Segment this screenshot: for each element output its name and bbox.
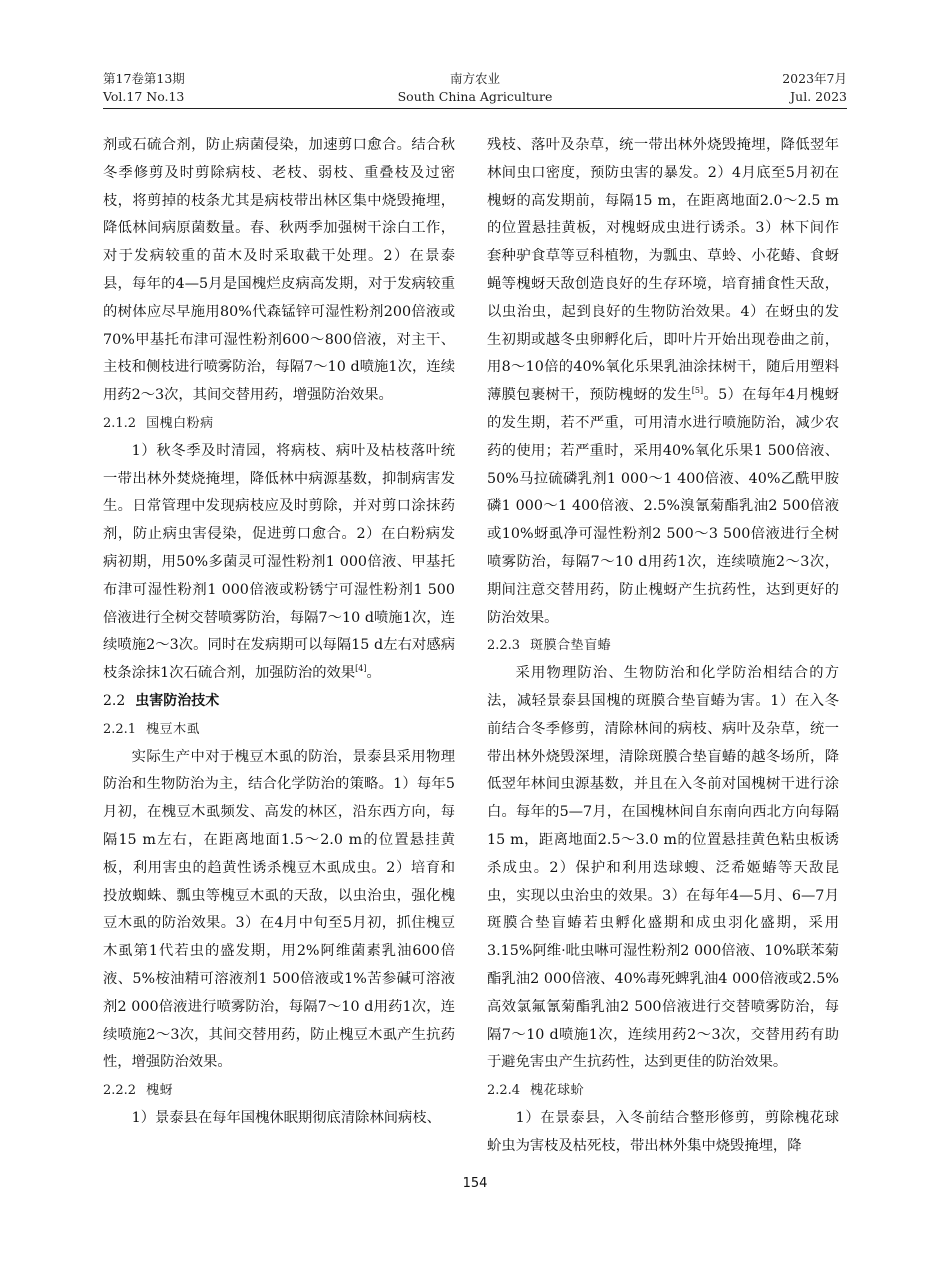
subsection-number: 2.2.1 [103,721,137,737]
paragraph-text: 。5）在每年4月槐蚜的发生期，若不严重，可用清水进行喷施防治，减少农药的使用；若严重时，采用40%氧化乐果1 500倍液、50%马拉硫磷乳剂1 000～1 400倍液、40%乙酰甲胺磷1 000～1 400倍液、2.5%溴氰菊酯乳油2 500倍液或10%蚜虱净可湿性粉剂2 500～3 500倍液进行全树喷雾防治，每隔7～10 d用药1次，连续喷施2～3次，期间注意交替用药，防止槐蚜产生抗药性，达到更好的防治效果。 [487,387,839,626]
subsection-number: 2.2.4 [487,1083,521,1099]
date-en: Jul. 2023 [790,89,847,104]
subsection-number: 2.2.3 [487,638,521,654]
section-heading-2-2 [103,688,455,716]
volume-cn: 第17卷第13期 [103,71,185,86]
subsection-title: 槐蚜 [146,1083,174,1099]
subsection-title: 国槐白粉病 [146,415,214,431]
subsection-number: 2.2.2 [103,1083,137,1099]
journal-title-en: South China Agriculture [397,89,553,104]
left-column [103,132,455,1133]
subsection-heading-2-2-4 [487,1077,839,1105]
paragraph [487,132,839,632]
subsection-heading-2-1-2 [103,410,455,438]
citation-ref: [4] [355,664,367,674]
paragraph: 剂或石硫合剂，防止病菌侵染，加速剪口愈合。结合秋冬季修剪及时剪除病枝、老枝、弱枝、重叠枝及过密枝，将剪掉的枝条尤其是病枝带出林区集中烧毁掩埋，降低林间病原菌数量。春、秋两季加强树干涂白工作，对于发病较重的苗木及时采取截干处理。2）在景泰县，每年的4—5月是国槐烂皮病高发期，对于发病较重的树体应尽早施用80%代森锰锌可湿性粉剂200倍液或70%甲基托布津可湿性粉剂600～800倍液，对主干、主枝和侧枝进行喷雾防治，每隔7～10 d喷施1次，连续用药2～3次，其间交替用药，增强防治效果。 [103,137,455,404]
paragraph-end: 。 [366,665,381,682]
subsection-title: 槐花球蚧 [530,1083,585,1099]
paragraph-text: 残枝、落叶及杂草，统一带出林外烧毁掩埋，降低翌年林间虫口密度，预防虫害的暴发。2）4月底至5月初在槐蚜的高发期前，每隔15 m，在距离地面2.0～2.5 m的位置悬挂黄板，对槐蚜成虫进行诱杀。3）林下间作套种驴食草等豆科植物，为瓢虫、草蛉、小花蝽、食蚜蝇等槐蚜天敌创造良好的生存环境，培育捕食性天敌，以虫治虫，起到良好的生物防治效果。4）在蚜虫的发生初期或越冬虫卵孵化后，即叶片开始出现卷曲之前，用8～10倍的40%氧化乐果乳油涂抹树干，随后用塑料薄膜包裹树干，预防槐蚜的发生 [487,137,839,404]
paragraph: 1）在景泰县，入冬前结合整形修剪，剪除槐花球蚧虫为害枝及枯死枝，带出林外集中烧毁掩埋，降 [487,1109,839,1154]
subsection-heading-2-2-1 [103,716,455,744]
paragraph-text: 1）秋冬季及时清园，将病枝、病叶及枯枝落叶统一带出林外焚烧掩埋，降低林中病源基数，抑制病害发生。日常管理中发现病枝应及时剪除，并对剪口涂抹药剂，防止病虫害侵染，促进剪口愈合。2）在白粉病发病初期，用50%多菌灵可湿性粉剂1 000倍液、甲基托布津可湿性粉剂1 000倍液或粉锈宁可湿性粉剂1 500倍液进行全树交替喷雾防治，每隔7～10 d喷施1次，连续喷施2～3次。同时在发病期可以每隔15 d左右对感病枝条涂抹1次石硫合剂，加强防治的效果 [103,442,455,682]
volume-en: Vol.17 No.13 [103,89,185,104]
subsection-title: 斑膜合垫盲蝽 [530,638,612,654]
subsection-title: 槐豆木虱 [146,721,201,737]
paragraph: 1）景泰县在每年国槐休眠期彻底清除林间病枝、 [131,1109,441,1126]
subsection-number: 2.1.2 [103,415,137,431]
section-number: 2.2 [103,692,126,709]
right-column [487,132,839,1160]
header-rule [103,108,847,109]
date-cn: 2023年7月 [782,71,847,86]
paragraph: 采用物理防治、生物防治和化学防治相结合的方法，减轻景泰县国槐的斑膜合垫盲蝽为害。1）在入冬前结合冬季修剪，清除林间的病枝、病叶及杂草，统一带出林外烧毁深埋，清除斑膜合垫盲蝽的越冬场所，降低翌年林间虫源基数，并且在入冬前对国槐树干进行涂白。每年的5—7月，在国槐林间自东南向西北方向每隔15 m，距离地面2.5～3.0 m的位置悬挂黄色粘虫板诱杀成虫。2）保护和利用迭球螋、泛希姬蝽等天敌昆虫，实现以虫治虫的效果。3）在每年4—5月、6—7月斑膜合垫盲蝽若虫孵化盛期和成虫羽化盛期，采用3.15%阿维·吡虫啉可湿性粉剂2 000倍液、10%联苯菊酯乳油2 000倍液、40%毒死蜱乳油4 000倍液或2.5%高效氯氟氰菊酯乳油2 500倍液进行交替喷雾防治，每隔7～10 d喷施1次，连续用药2～3次，交替用药有助于避免害虫产生抗药性，达到更佳的防治效果。 [487,665,839,1071]
paragraph [103,438,455,688]
subsection-heading-2-2-3 [487,632,839,660]
section-title: 虫害防治技术 [135,692,220,709]
subsection-heading-2-2-2 [103,1077,455,1105]
journal-title-cn: 南方农业 [449,71,500,86]
citation-ref: [5] [691,386,704,396]
page-number: 154 [462,1176,488,1191]
journal-date [782,70,847,106]
paragraph: 实际生产中对于槐豆木虱的防治，景泰县采用物理防治和生物防治为主，结合化学防治的策略。1）每年5月初，在槐豆木虱频发、高发的林区，沿东西方向，每隔15 m左右，在距离地面1.5～2.0 m的位置悬挂黄板，利用害虫的趋黄性诱杀槐豆木虱成虫。2）培育和投放蜘蛛、瓢虫等槐豆木虱的天敌，以虫治虫，强化槐豆木虱的防治效果。3）在4月中旬至5月初，抓住槐豆木虱第1代若虫的盛发期，用2%阿维菌素乳油600倍液、5%桉油精可溶液剂1 500倍液或1%苦参碱可溶液剂2 000倍液进行喷雾防治，每隔7～10 d用药1次，连续喷施2～3次，其间交替用药，防止槐豆木虱产生抗药性，增强防治效果。 [103,748,455,1071]
